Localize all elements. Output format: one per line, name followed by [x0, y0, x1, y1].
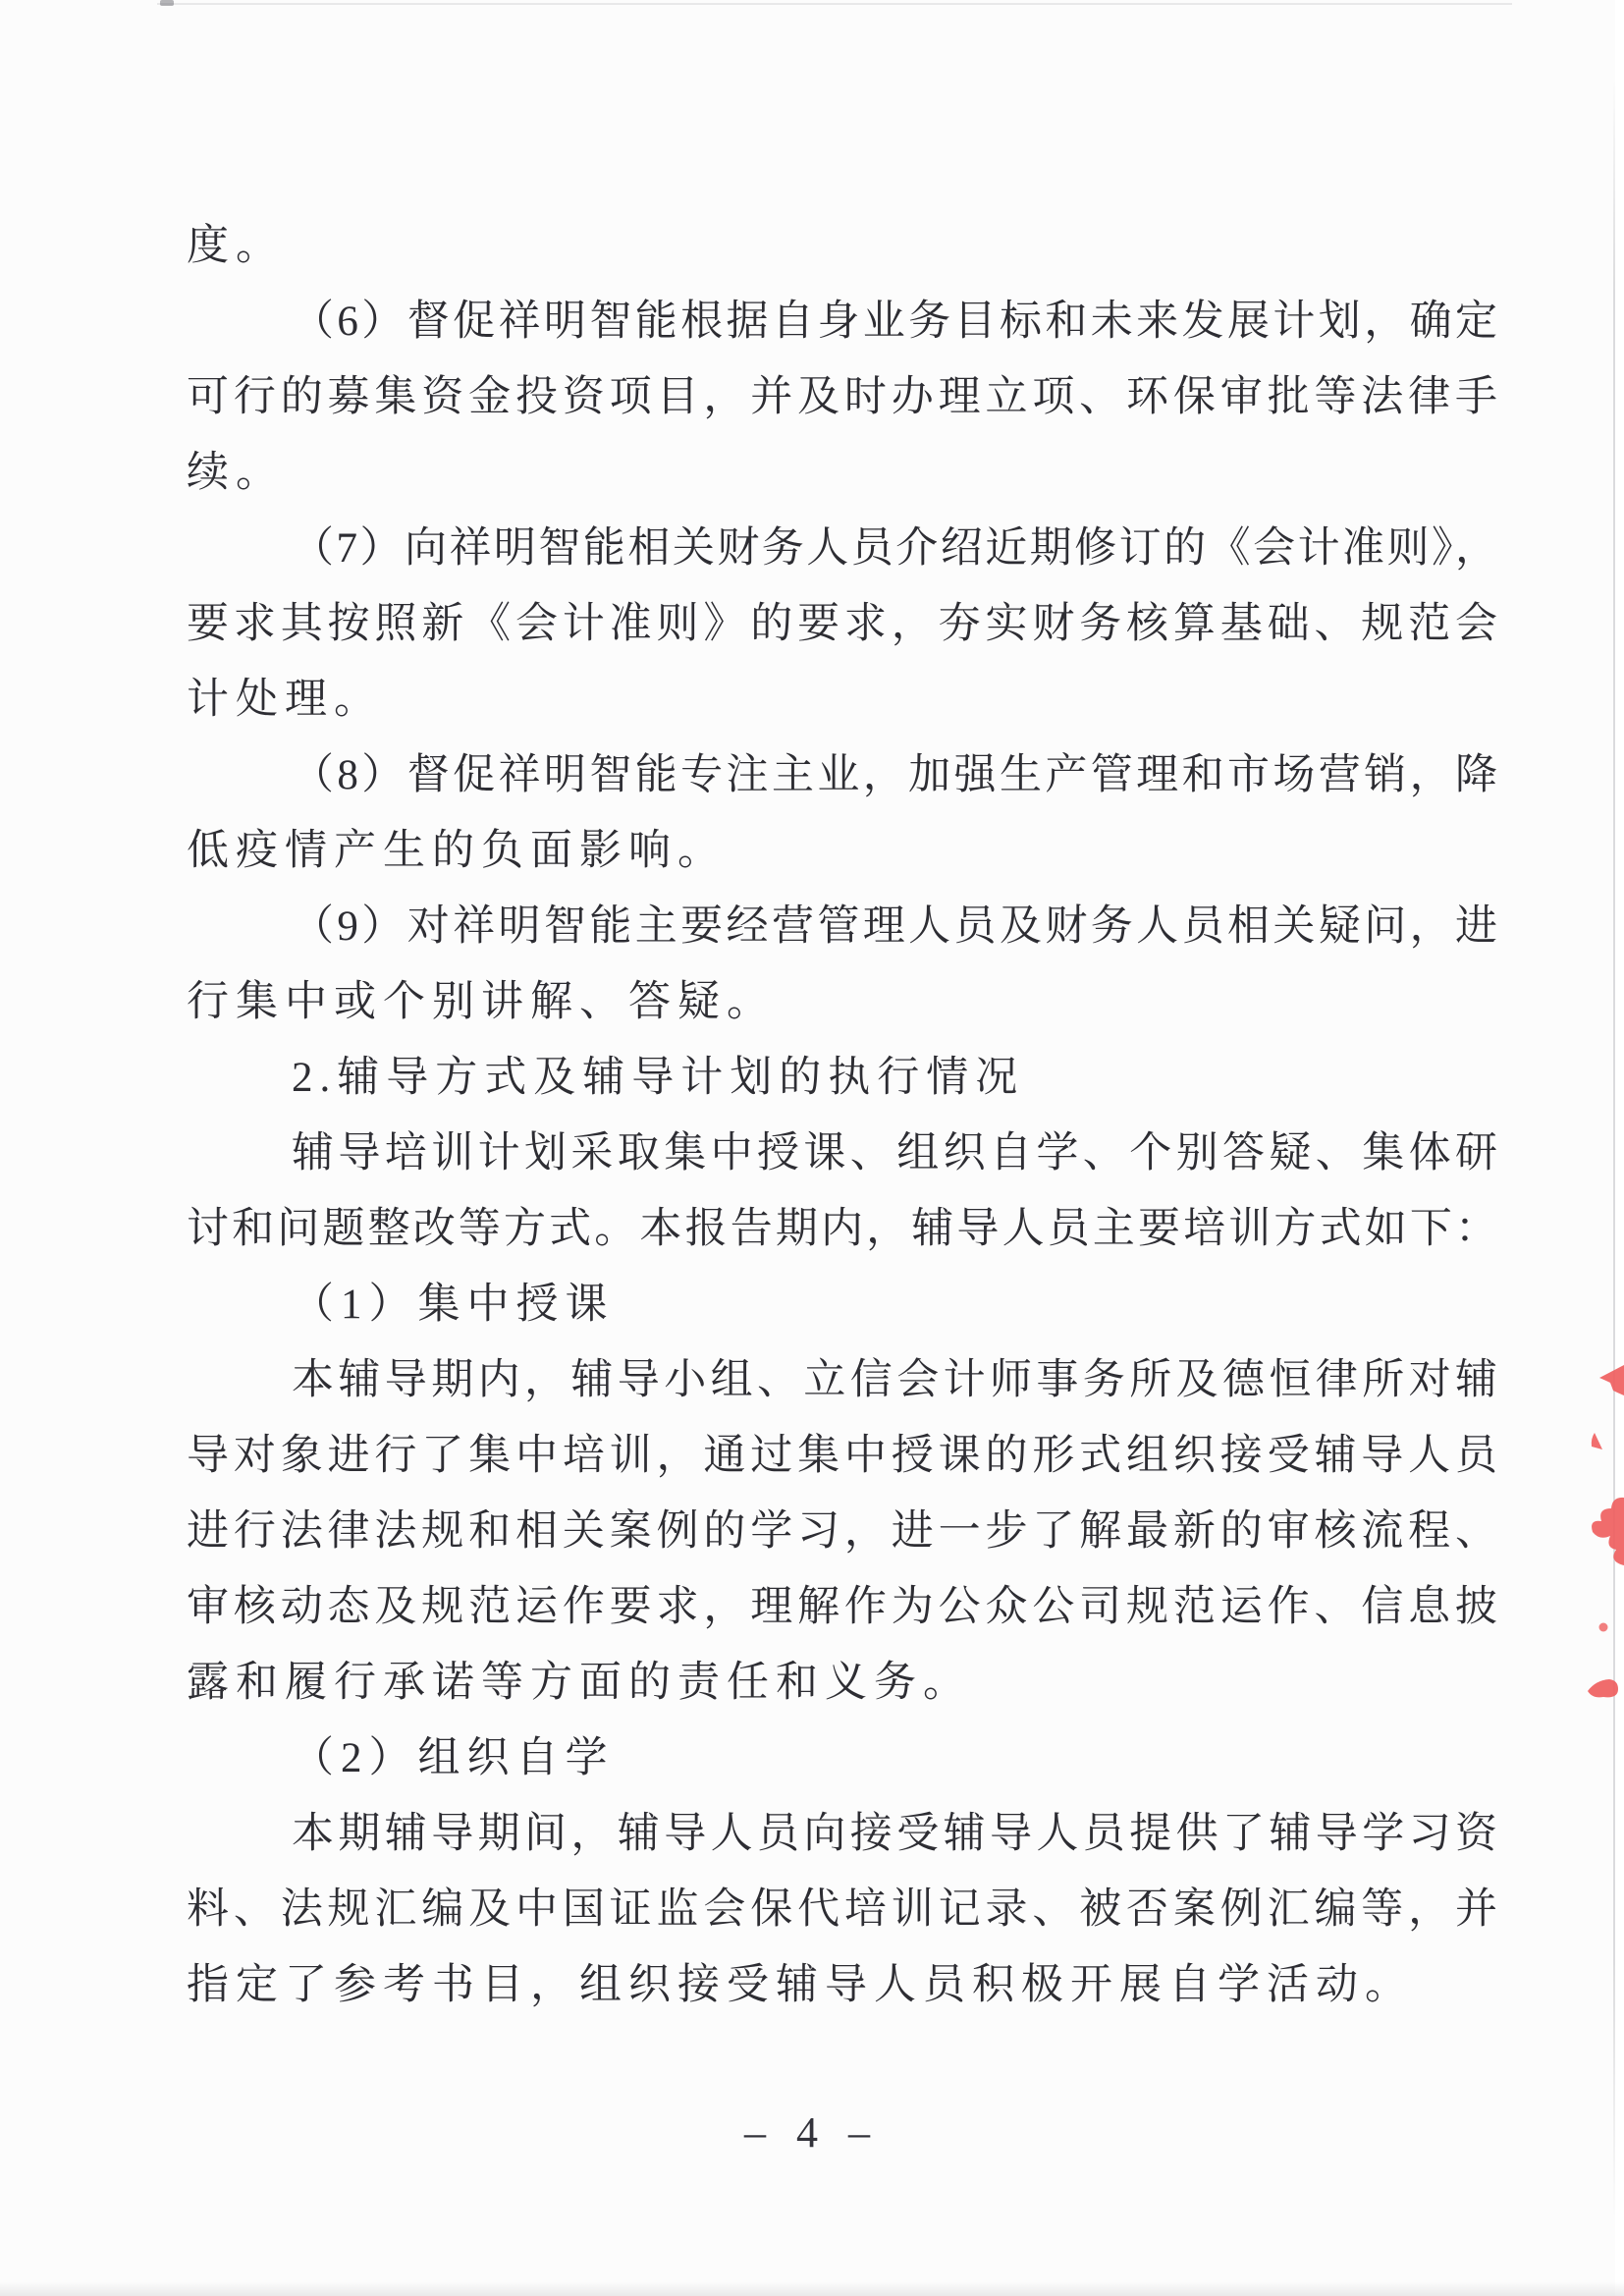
text-line: 讨和问题整改等方式。本报告期内，辅导人员主要培训方式如下：: [187, 1206, 1497, 1252]
text-line: 续。: [187, 450, 285, 496]
seal-mark-check: [1592, 1433, 1602, 1449]
text-line: 指定了参考书目，组织接受辅导人员积极开展自学活动。: [187, 1962, 1414, 2008]
text-line: （6）督促祥明智能根据自身业务目标和未来发展计划，确定: [292, 299, 1497, 345]
seal-mark-wedge: [1599, 1365, 1624, 1395]
text-line: （7）向祥明智能相关财务人员介绍近期修订的《会计准则》，: [292, 525, 1497, 572]
text-line: 审核动态及规范运作要求，理解作为公众公司规范运作、信息披: [187, 1584, 1497, 1630]
seal-mark-dot: [1599, 1623, 1608, 1632]
scan-bottom-shade: [0, 2282, 1624, 2296]
text-line: 度。: [187, 223, 285, 269]
text-line: 计处理。: [187, 677, 383, 723]
sub-heading: （2）组织自学: [292, 1735, 615, 1781]
text-line: 进行法律法规和相关案例的学习，进一步了解最新的审核流程、: [187, 1508, 1497, 1555]
text-line: 辅导培训计划采取集中授课、组织自学、个别答疑、集体研: [292, 1130, 1497, 1176]
sub-heading: （1）集中授课: [292, 1282, 615, 1328]
red-seal-fragments: [1567, 1355, 1624, 1709]
seal-mark-blob: [1592, 1498, 1624, 1565]
scan-top-artifact-line: [157, 3, 1512, 5]
scan-edge-strip: [1615, 0, 1624, 2296]
text-line: 本辅导期内，辅导小组、立信会计师事务所及德恒律所对辅: [292, 1357, 1497, 1403]
section-heading: 2.辅导方式及辅导计划的执行情况: [292, 1055, 1025, 1101]
text-line: 料、法规汇编及中国证监会保代培训记录、被否案例汇编等，并: [187, 1886, 1497, 1933]
document-text: [187, 208, 1497, 2023]
text-line: （8）督促祥明智能专注主业，加强生产管理和市场营销，降: [292, 752, 1497, 798]
scan-edge-line: [1613, 79, 1615, 2219]
seal-mark-streak: [1588, 1679, 1618, 1697]
page-number: – 4 –: [744, 2108, 880, 2157]
text-line: 要求其按照新《会计准则》的要求，夯实财务核算基础、规范会: [187, 601, 1497, 647]
text-line: 低疫情产生的负面影响。: [187, 828, 727, 874]
text-line: 露和履行承诺等方面的责任和义务。: [187, 1660, 972, 1706]
scan-top-speck: [160, 0, 174, 6]
text-line: 可行的募集资金投资项目，并及时办理立项、环保审批等法律手: [187, 374, 1497, 420]
text-line: 行集中或个别讲解、答疑。: [187, 979, 776, 1025]
text-line: 导对象进行了集中培训，通过集中授课的形式组织接受辅导人员: [187, 1433, 1497, 1479]
text-line: 本期辅导期间，辅导人员向接受辅导人员提供了辅导学习资: [292, 1811, 1497, 1857]
text-line: （9）对祥明智能主要经营管理人员及财务人员相关疑问，进: [292, 903, 1497, 950]
